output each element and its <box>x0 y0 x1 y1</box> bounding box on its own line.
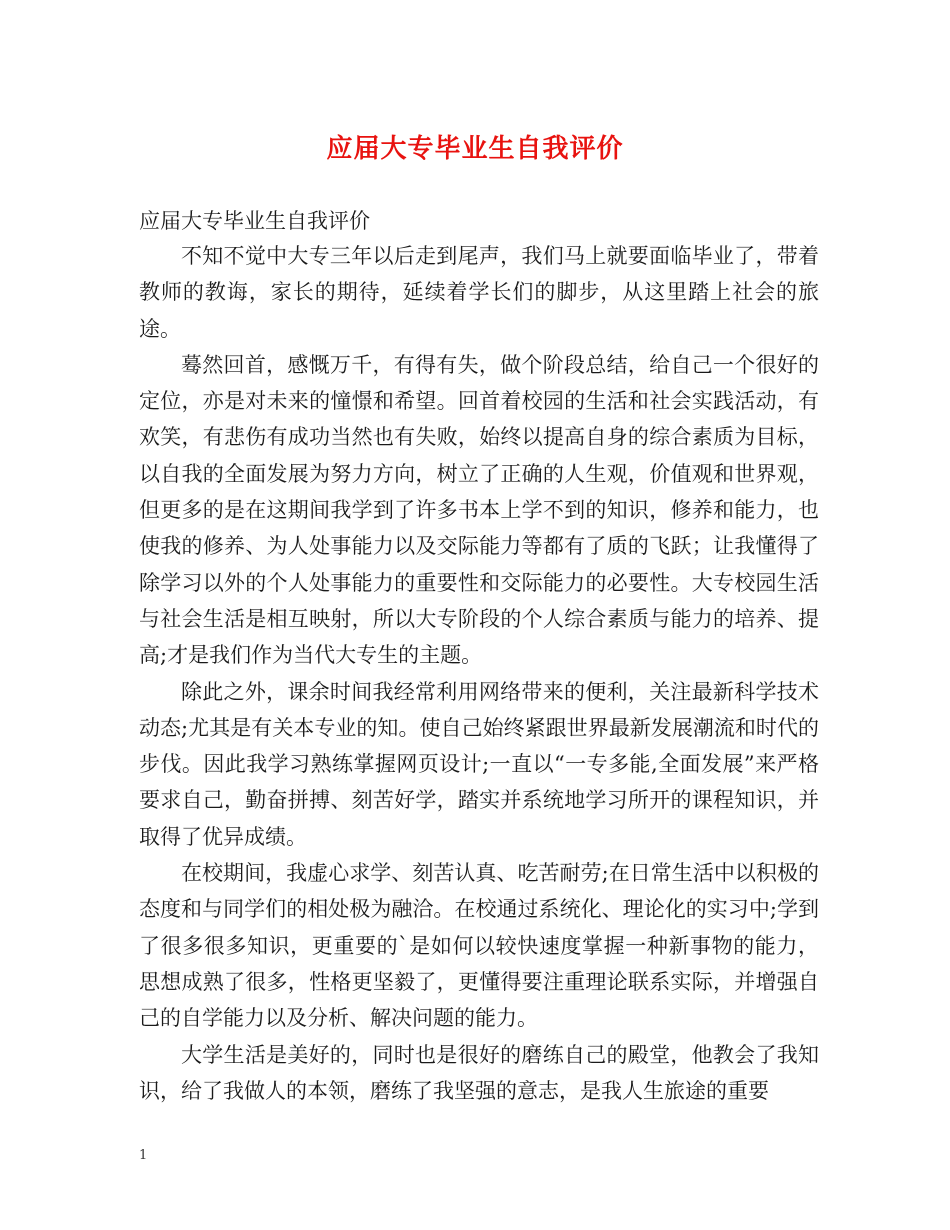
document-title: 应届大专毕业生自我评价 <box>326 134 624 164</box>
document-subtitle: 应届大专毕业生自我评价 <box>139 209 370 233</box>
page-number: 1 <box>139 1148 148 1163</box>
document-body <box>139 238 819 1109</box>
paragraph: 除此之外，课余时间我经常利用网络带来的便利，关注最新科学技术动态;尤其是有关本专业的知。使自己始终紧跟世界最新发展潮流和时代的步伐。因此我学习熟练掌握网页设计;一直以“一专多能,全面发展”来严格要求自己，勤奋拼搏、刻苦好学，踏实并系统地学习所开的课程知识，并取得了优异成绩。 <box>139 679 819 849</box>
paragraph: 大学生活是美好的，同时也是很好的磨练自己的殿堂，他教会了我知识，给了我做人的本领，磨练了我坚强的意志，是我人生旅途的重要 <box>139 1042 819 1103</box>
paragraph: 不知不觉中大专三年以后走到尾声，我们马上就要面临毕业了，带着教师的教诲，家长的期待，延续着学长们的脚步，从这里踏上社会的旅途。 <box>139 244 819 341</box>
paragraph: 蓦然回首，感慨万千，有得有失，做个阶段总结，给自己一个很好的定位，亦是对未来的憧憬和希望。回首着校园的生活和社会实践活动，有欢笑，有悲伤有成功当然也有失败，始终以提高自身的综合素质为目标，以自我的全面发展为努力方向，树立了正确的人生观，价值观和世界观，但更多的是在这期间我学到了许多书本上学不到的知识，修养和能力，也使我的修养、为人处事能力以及交际能力等都有了质的飞跃；让我懂得了除学习以外的个人处事能力的重要性和交际能力的必要性。大专校园生活与社会生活是相互映射，所以大专阶段的个人综合素质与能力的培养、提高;才是我们作为当代大专生的主题。 <box>139 352 819 668</box>
paragraph: 在校期间，我虚心求学、刻苦认真、吃苦耐劳;在日常生活中以积极的态度和与同学们的相处极为融洽。在校通过系统化、理论化的实习中;学到了很多很多知识，更重要的`是如何以较快速度掌握一种新事物的能力，思想成熟了很多，性格更坚毅了，更懂得要注重理论联系实际，并增强自己的自学能力以及分析、解决问题的能力。 <box>139 861 819 1031</box>
